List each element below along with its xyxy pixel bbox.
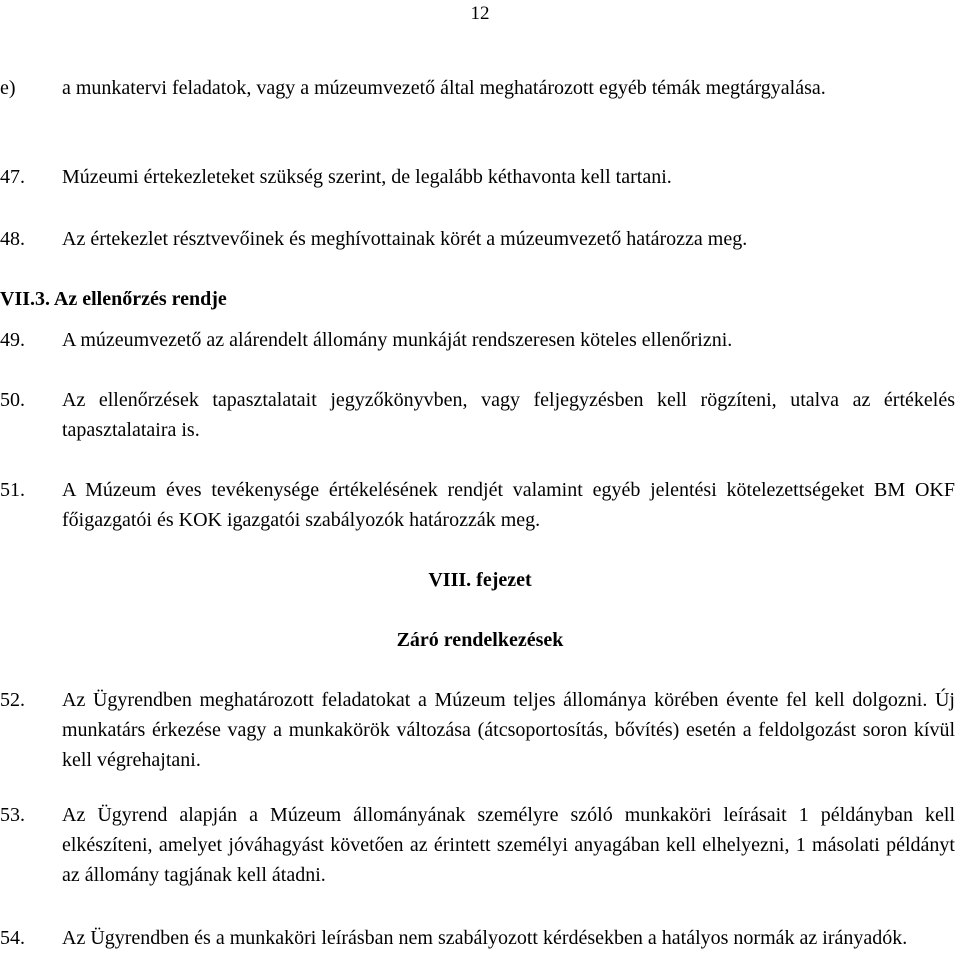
list-item (0, 73, 955, 103)
item-number: 54. (0, 927, 25, 949)
list-item (0, 385, 955, 445)
list-item (0, 325, 955, 355)
list-item (0, 923, 955, 953)
item-number: 53. (0, 804, 25, 826)
page-number: 12 (470, 3, 490, 24)
item-text: Az Ügyrendben és a munkaköri leírásban nem szabályozott kérdésekben a hatályos normák az irányadók. (62, 927, 908, 949)
list-item (0, 162, 955, 192)
chapter-heading: VIII. fejezet (428, 569, 532, 591)
item-text: a munkatervi feladatok, vagy a múzeumvezető által meghatározott egyéb témák megtárgyalása. (62, 77, 826, 99)
item-text: A Múzeum éves tevékenysége értékelésének rendjét valamint egyéb jelentési kötelezettségeket BM OKF főigazgatói és KOK igazgatói szabályozók határozzák meg. (62, 479, 955, 531)
item-number: e) (0, 77, 16, 99)
item-number: 51. (0, 479, 25, 501)
list-item (0, 685, 955, 775)
item-number: 48. (0, 228, 25, 250)
item-text: Az értekezlet résztvevőinek és meghívottainak körét a múzeumvezető határozza meg. (62, 228, 748, 250)
item-number: 47. (0, 166, 25, 188)
item-text: Az ellenőrzések tapasztalatait jegyzőkönyvben, vagy feljegyzésben kell rögzíteni, utalva az értékelés tapasztalataira is. (62, 389, 955, 441)
item-text: Az Ügyrendben meghatározott feladatokat a Múzeum teljes állománya körében évente fel kell dolgozni. Új munkatárs érkezése vagy a munkakörök változása (átcsoportosítás, bővítés) esetén a feldolgozást soron kívül kell végrehajtani. (62, 689, 955, 771)
section-heading: VII.3. Az ellenőrzés rendje (0, 288, 227, 310)
list-item (0, 475, 955, 535)
list-item (0, 224, 955, 254)
item-text: Múzeumi értekezleteket szükség szerint, de legalább kéthavonta kell tartani. (62, 166, 672, 188)
chapter-title: Záró rendelkezések (396, 629, 564, 651)
item-number: 52. (0, 689, 25, 711)
list-item (0, 800, 955, 890)
item-text: Az Ügyrend alapján a Múzeum állományának személyre szóló munkaköri leírásait 1 példányban kell elkészíteni, amelyet jóváhagyást követően az érintett személyi anyagában kell elhelyezni, 1 másolati példányt az állomány tagjának kell átadni. (62, 804, 955, 886)
item-number: 50. (0, 389, 25, 411)
item-text: A múzeumvezető az alárendelt állomány munkáját rendszeresen köteles ellenőrizni. (62, 329, 733, 351)
item-number: 49. (0, 329, 25, 351)
